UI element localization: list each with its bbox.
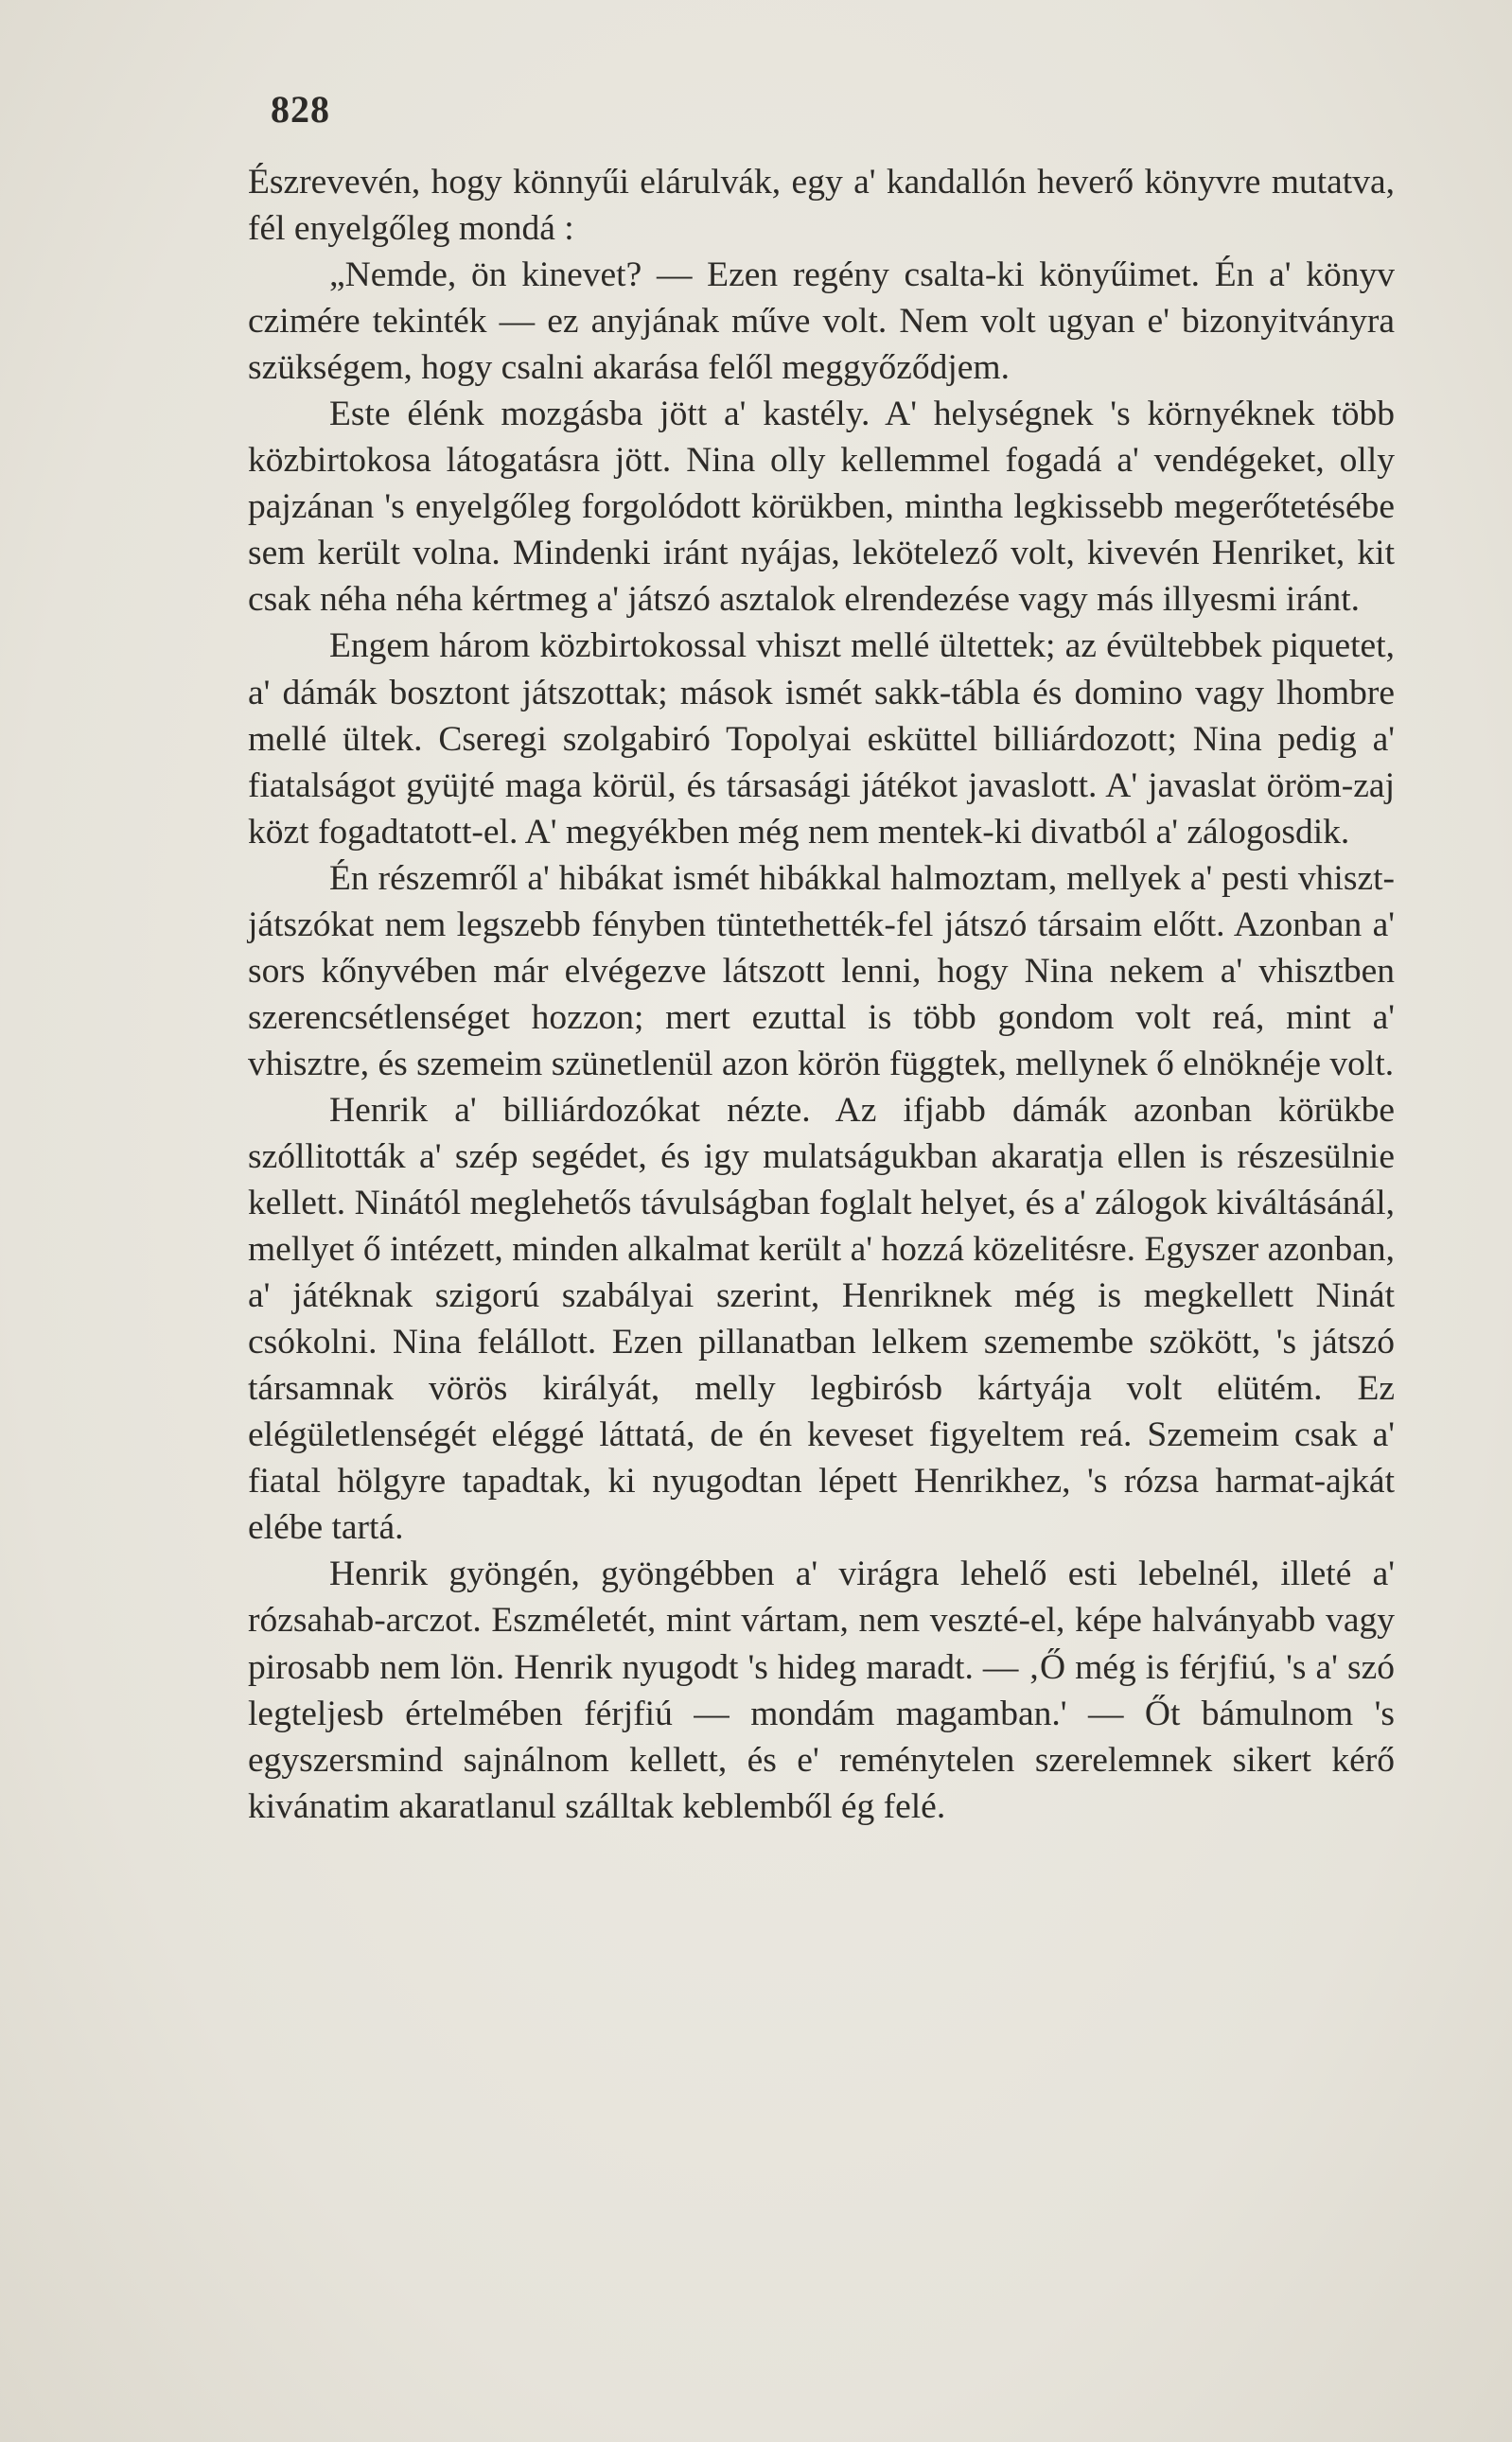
page-number: 828 xyxy=(271,88,330,131)
body-text xyxy=(248,159,1395,1830)
paragraph-6: Henrik a' billiárdozókat nézte. Az ifjabb dámák azonban körükbe szóllitották a' szép segédet, és igy mulatságukban akaratja ellen is részesülnie kellett. Ninától meglehetős távulságban foglalt helyet, és a' zálogok kiváltásánál, mellyet ő intézett, minden alkalmat került a' hozzá közelitésre. Egyszer azonban, a' játéknak szigorú szabályai szerint, Henriknek még is megkellett Ninát csókolni. Nina felállott. Ezen pillanatban lelkem szemembe szökött, 's játszó társamnak vörös királyát, melly legbirósb kártyája volt elütém. Ez elégületlenségét eléggé láttatá, de én keveset figyeltem reá. Szemeim csak a' fiatal hölgyre tapadtak, ki nyugodtan lépett Henrikhez, 's rózsa harmat-ajkát elébe tartá. xyxy=(248,1090,1395,1548)
paragraph-1: Észrevevén, hogy könnyűi elárulvák, egy a' kandallón heverő könyvre mutatva, fél enyelgőleg mondá : xyxy=(248,163,1395,249)
paragraph-2: „Nemde, ön kinevet? — Ezen regény csalta-ki könyűimet. Én a' könyv czimére tekinték — ez anyjának műve volt. Nem volt ugyan e' bizonyitványra szükségem, hogy csalni akarása felől meggyőződjem. xyxy=(248,255,1395,388)
paragraph-3: Este élénk mozgásba jött a' kastély. A' helységnek 's környéknek több közbirtokosa látogatásra jött. Nina olly kellemmel fogadá a' vendégeket, olly pajzánan 's enyelgőleg forgolódott körükben, mintha legkissebb megerőtetésébe sem került volna. Mindenki iránt nyájas, lekötelező volt, kivevén Henriket, kit csak néha néha kértmeg a' játszó asztalok elrendezése vagy más illyesmi iránt. xyxy=(248,395,1395,620)
paragraph-7: Henrik gyöngén, gyöngébben a' virágra lehelő esti lebelnél, illeté a' rózsahab-arczot. Eszméletét, mint vártam, nem veszté-el, képe halványabb vagy pirosabb nem lön. Henrik nyugodt 's hideg maradt. — ‚Ő még is férjfiú, 's a' szó legteljesb értelmében férjfiú — mondám magamban.' — Őt bámulnom 's egyszersmind sajnálnom kellett, és e' reménytelen szerelemnek sikert kérő kivánatim akaratlanul szálltak keblemből ég felé. xyxy=(248,1555,1395,1826)
paragraph-5: Én részemről a' hibákat ismét hibákkal halmoztam, mellyek a' pesti vhiszt-játszókat nem legszebb fényben tüntethették-fel játszó társaim előtt. Azonban a' sors kőnyvében már elvégezve látszott lenni, hogy Nina nekem a' vhisztben szerencsétlenséget hozzon; mert ezuttal is több gondom volt reá, mint a' vhisztre, és szemeim szünetlenül azon körön függtek, mellynek ő elnöknéje volt. xyxy=(248,858,1395,1083)
paragraph-4: Engem három közbirtokossal vhiszt mellé ültettek; az évültebbek piquetet, a' dámák bosztont játszottak; mások ismét sakk-tábla és domino vagy lhombre mellé ültek. Cseregi szolgabiró Topolyai esküttel billiárdozott; Nina pedig a' fiatalságot gyüjté maga körül, és társasági játékot javaslott. A' javaslat öröm-zaj közt fogadtatott-el. A' megyékben még nem mentek-ki divatból a' zálogosdik. xyxy=(248,626,1395,852)
